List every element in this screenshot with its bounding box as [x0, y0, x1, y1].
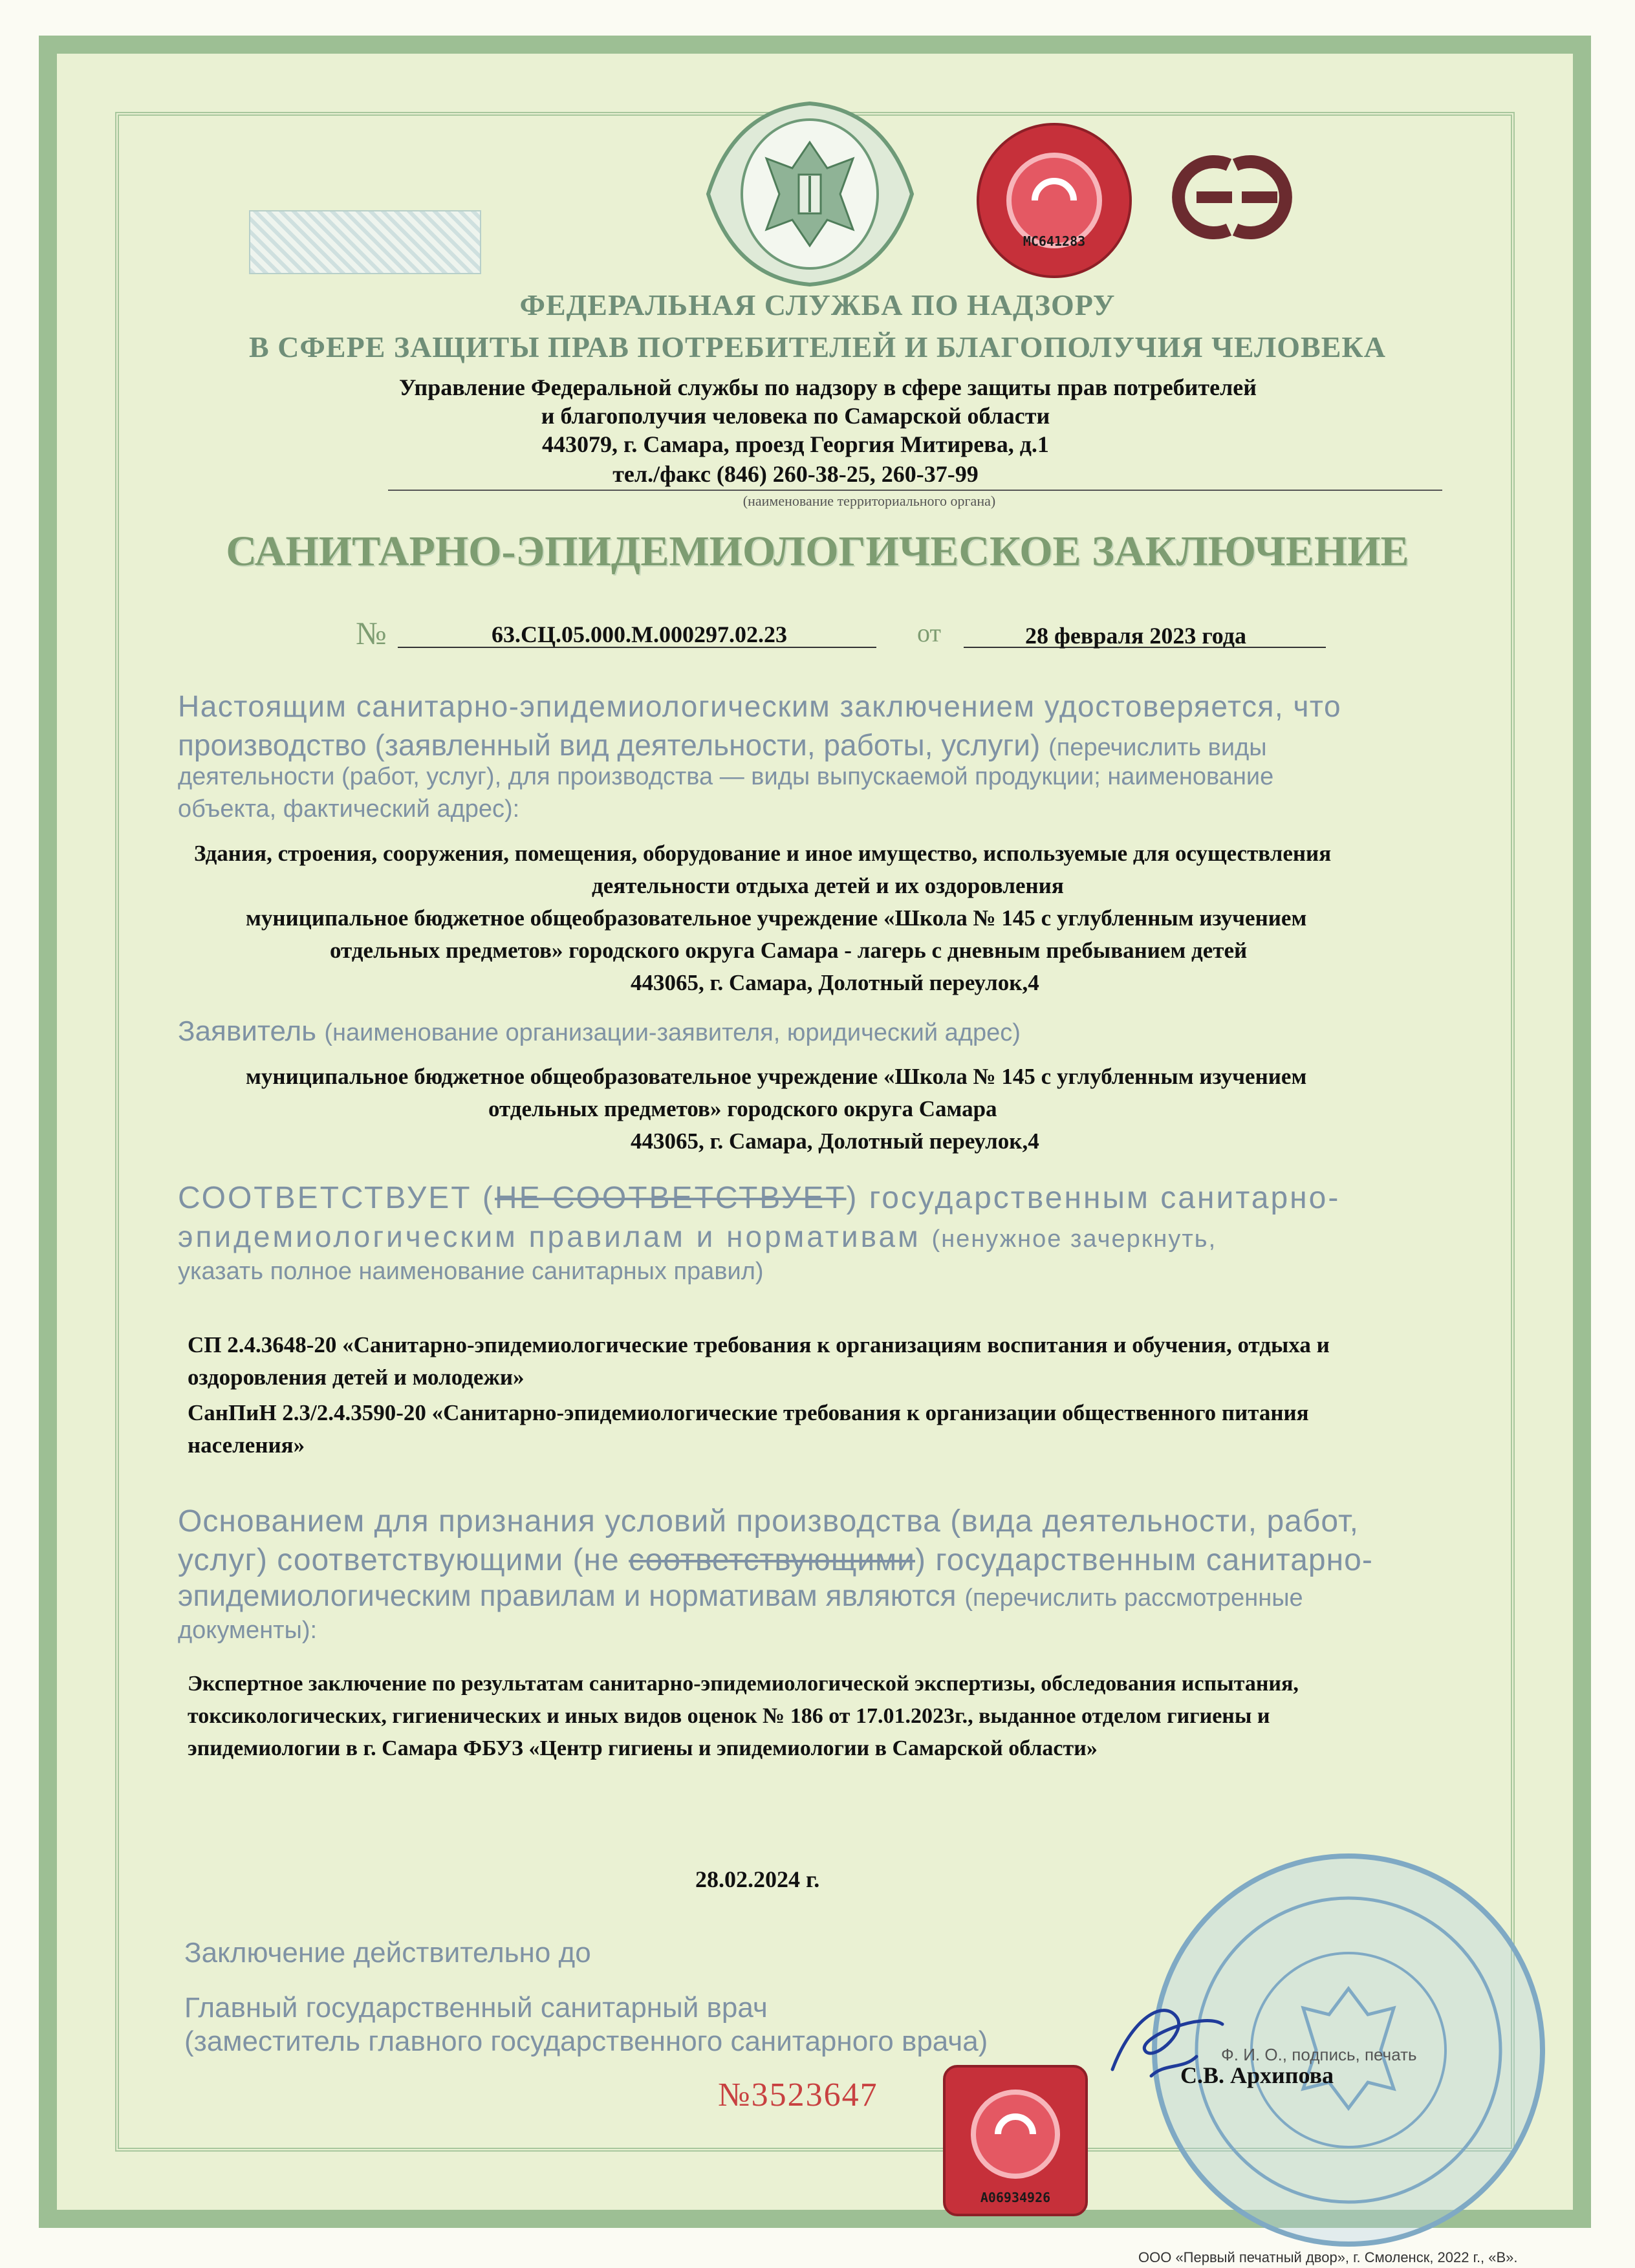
valid-until-label: Заключение действительно до: [184, 1937, 591, 1969]
object-line-2: деятельности отдыха детей и их оздоровления: [592, 873, 1064, 898]
basis-line-4: документы):: [178, 1617, 318, 1644]
certificate-number: 63.СЦ.05.000.М.000297.02.23: [492, 621, 787, 647]
conformity-tail: ) государственным санитарно-: [846, 1181, 1341, 1215]
se-mark-icon: [1164, 149, 1300, 246]
object-line-5: 443065, г. Самара, Долотный переулок,4: [631, 970, 1039, 995]
certify-line-2: [178, 728, 1267, 762]
hologram-bottom-code: А06934926: [980, 2190, 1051, 2205]
form-serial-number: №3523647: [718, 2077, 878, 2113]
basis-line-3-main: эпидемиологическим правилам и нормативам являются: [178, 1579, 957, 1612]
hologram-code: МС641283: [1023, 233, 1086, 249]
basis-line-2: [178, 1542, 1373, 1578]
basis-line-2-b: ) государственным санитарно-: [915, 1543, 1373, 1577]
applicant-line-1: муниципальное бюджетное общеобразовательное учреждение «Школа № 145 с углубленным изучением: [246, 1064, 1307, 1089]
basis-line-3-hint: (перечислить рассмотренные: [964, 1584, 1303, 1612]
conformity-line-2-main: эпидемиологическим правилам и нормативам: [178, 1220, 921, 1253]
org-hint: (наименование территориального органа): [742, 493, 996, 509]
agency-line-1: ФЕДЕРАЛЬНАЯ СЛУЖБА ПО НАДЗОРУ: [519, 288, 1116, 321]
rules-line-2: оздоровления детей и молодежи»: [188, 1365, 525, 1390]
object-line-1: Здания, строения, сооружения, помещения, оборудование и иное имущество, используемые для осуществления: [194, 841, 1332, 866]
valid-until-date: 28.02.2024 г.: [695, 1866, 820, 1892]
doc-line-1: Экспертное заключение по результатам санитарно-эпидемиологической экспертизы, обследования испытания,: [188, 1672, 1299, 1696]
hologram-sticker-bottom-icon: [941, 2063, 1090, 2218]
conformity-line-2-hint: (ненужное зачеркнуть,: [931, 1226, 1217, 1253]
doc-line-3: эпидемиологии в г. Самара ФБУЗ «Центр гигиены и эпидемиологии в Самарской области»: [188, 1736, 1098, 1760]
applicant-line-2: отдельных предметов» городского округа Самара: [488, 1096, 997, 1121]
rospotrebnadzor-emblem-icon: [695, 97, 925, 291]
conformity-line-1: [178, 1180, 1340, 1216]
from-label: от: [917, 618, 941, 647]
agency-line-2: В СФЕРЕ ЗАЩИТЫ ПРАВ ПОТРЕБИТЕЛЕЙ И БЛАГОПОЛУЧИЯ ЧЕЛОВЕКА: [249, 330, 1386, 363]
certify-line-3: деятельности (работ, услуг), для производства — виды выпускаемой продукции; наименование: [178, 763, 1274, 790]
object-line-3: муниципальное бюджетное общеобразовательное учреждение «Школа № 145 с углубленным изучением: [246, 905, 1307, 931]
certify-line-2-main: производство (заявленный вид деятельности, работы, услуги): [178, 728, 1041, 762]
hologram-sticker-icon: [973, 120, 1135, 281]
object-line-4: отдельных предметов» городского округа Самара - лагерь с дневным пребыванием детей: [330, 938, 1248, 963]
basis-line-1: Основанием для признания условий производства (вида деятельности, работ,: [178, 1504, 1359, 1539]
signatory-name: С.В. Архипова: [1180, 2062, 1334, 2088]
certify-line-2-hint: (перечислить виды: [1048, 734, 1267, 761]
fio-hint: Ф. И. О., подпись, печать: [1221, 2045, 1417, 2064]
number-label: №: [356, 615, 387, 651]
basis-line-2-a: услуг) соответствующими (не: [178, 1543, 620, 1577]
applicant-hint: (наименование организации-заявителя, юридический адрес): [324, 1019, 1021, 1046]
applicant-line-3: 443065, г. Самара, Долотный переулок,4: [631, 1129, 1039, 1154]
rules-line-1: СП 2.4.3648-20 «Санитарно-эпидемиологические требования к организациям воспитания и обучения, отдыха и: [188, 1332, 1330, 1357]
org-line-2: и благополучия человека по Самарской области: [541, 403, 1050, 429]
applicant-label: Заявитель: [178, 1015, 317, 1047]
doc-line-2: токсикологических, гигиенических и иных видов оценок № 186 от 17.01.2023г., выданное отделом гигиены и: [188, 1704, 1270, 1728]
org-line-1: Управление Федеральной службы по надзору в сфере защиты прав потребителей: [398, 374, 1257, 400]
conformity-no-struck: НЕ СООТВЕТСТВУЕТ: [494, 1181, 847, 1215]
org-line-3: 443079, г. Самара, проезд Георгия Митирева, д.1: [542, 431, 1049, 457]
org-underline: [388, 490, 1442, 491]
rules-line-3: СанПиН 2.3/2.4.3590-20 «Санитарно-эпидемиологические требования к организации общественного питания: [188, 1400, 1309, 1425]
signatory-title-2: (заместитель главного государственного санитарного врача): [184, 2025, 988, 2057]
basis-struck: соответствующими: [629, 1543, 915, 1577]
printer-imprint: ООО «Первый печатный двор», г. Смоленск, 2022 г., «В».: [1138, 2249, 1518, 2265]
basis-line-3: [178, 1578, 1303, 1613]
conformity-line-2: [178, 1219, 1217, 1254]
rules-line-4: населения»: [188, 1432, 305, 1458]
security-hatch-pattern: [249, 210, 481, 274]
signatory-title-1: Главный государственный санитарный врач: [184, 1992, 768, 2024]
applicant-label-row: [178, 1015, 1021, 1048]
org-line-4: тел./факс (846) 260-38-25, 260-37-99: [612, 461, 979, 487]
conformity-yes: СООТВЕТСТВУЕТ (: [178, 1181, 495, 1215]
certify-line-4: объекта, фактический адрес):: [178, 795, 520, 823]
issue-date: 28 февраля 2023 года: [1025, 623, 1246, 649]
certify-line-1: Настоящим санитарно-эпидемиологическим заключением удостоверяется, что: [178, 689, 1342, 723]
conformity-line-3: указать полное наименование санитарных правил): [178, 1258, 764, 1285]
document-title: САНИТАРНО-ЭПИДЕМИОЛОГИЧЕСКОЕ ЗАКЛЮЧЕНИЕ: [226, 528, 1409, 575]
